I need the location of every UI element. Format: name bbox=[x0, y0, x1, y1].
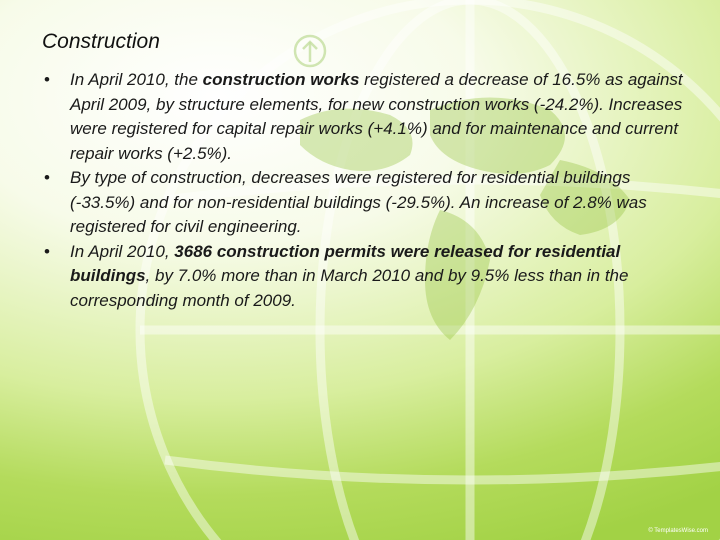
bullet-emphasis: construction works bbox=[202, 70, 360, 89]
bullet-item bbox=[44, 240, 684, 314]
bullet-text: By type of construction, decreases were registered for residential buildings (-33.5%) and for non-residential buildings (-29.5%). An increase of 2.8% was registered for civil engineering. bbox=[70, 168, 647, 236]
bullet-item bbox=[44, 68, 684, 166]
bullet-item bbox=[44, 166, 684, 240]
bullet-text: In April 2010, the bbox=[70, 70, 203, 89]
bullet-text: In April 2010, bbox=[70, 241, 175, 261]
bullet-emphasis: 3686 construction permits were released for residential buildings bbox=[70, 241, 621, 285]
bullet-dot: • bbox=[44, 241, 50, 261]
footer-credit: © TemplatesWise.com bbox=[648, 528, 708, 534]
bullet-dot: • bbox=[44, 168, 50, 187]
slide-title: Construction bbox=[42, 30, 160, 53]
bullet-text: , by 7.0% more than in March 2010 and by 9.5% less than in the corresponding month of 2009. bbox=[70, 266, 629, 310]
bullet-list bbox=[44, 68, 684, 313]
bullet-dot: • bbox=[44, 70, 50, 89]
up-arrow-circle-icon bbox=[295, 36, 325, 66]
bullet-text: registered a decrease of 16.5% as against April 2009, by structure elements, for new construction works (-24.2%). Increases were registered for capital repair works (+4.1%) and for maintenance and current repair works (+2.5%). bbox=[70, 70, 683, 163]
